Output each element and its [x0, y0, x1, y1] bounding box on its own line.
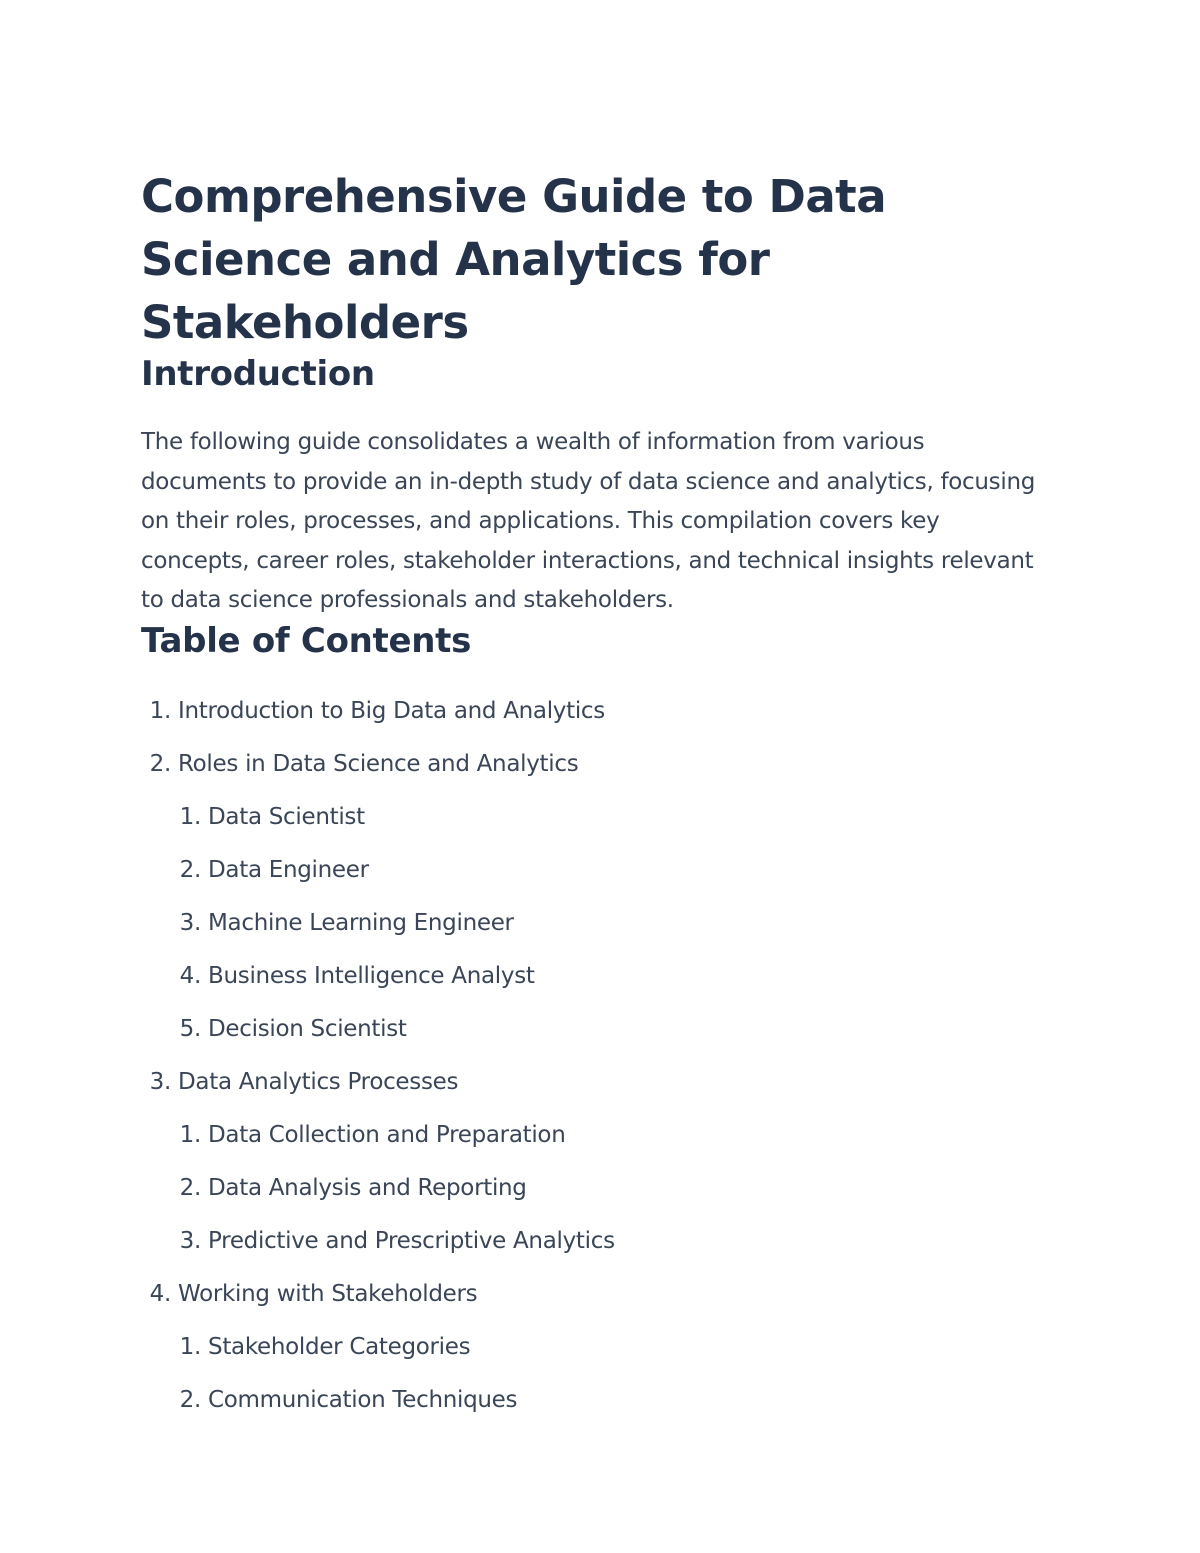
toc-item-number: 2.: [179, 1386, 201, 1413]
table-of-contents-list: [141, 685, 1061, 1427]
introduction-heading: Introduction: [141, 354, 375, 394]
toc-item-number: 4.: [179, 962, 201, 989]
toc-item-label: Machine Learning Engineer: [208, 909, 514, 936]
toc-item-label: Predictive and Prescriptive Analytics: [208, 1227, 615, 1254]
toc-subitem-communication: [141, 1374, 1061, 1427]
toc-item-number: 1.: [179, 1333, 201, 1360]
introduction-paragraph: The following guide consolidates a wealth of information from various documents to provide an in-depth study of data science and analytics, focusing on their roles, processes, and applications. This compilation covers key concepts, career roles, stakeholder interactions, and technical insights relevant to data science professionals and stakeholders.: [141, 429, 1036, 613]
toc-item-label: Data Analytics Processes: [178, 1068, 459, 1095]
table-of-contents-heading: Table of Contents: [141, 620, 472, 661]
toc-item-label: Decision Scientist: [208, 1015, 407, 1042]
toc-item-number: 2.: [179, 856, 201, 883]
toc-item-label: Stakeholder Categories: [208, 1333, 471, 1360]
toc-item-roles: [141, 738, 1061, 791]
document-page: [141, 165, 1061, 1427]
toc-item-label: Data Analysis and Reporting: [208, 1174, 527, 1201]
toc-item-label: Data Collection and Preparation: [208, 1121, 566, 1148]
document-title: Comprehensive Guide to Data Science and Analytics for Stakeholders: [141, 170, 887, 349]
toc-subitem-analysis: [141, 1162, 1061, 1215]
toc-item-number: 4.: [149, 1280, 171, 1307]
toc-item-label: Business Intelligence Analyst: [208, 962, 535, 989]
toc-item-label: Roles in Data Science and Analytics: [178, 750, 579, 777]
toc-subitem-categories: [141, 1321, 1061, 1374]
toc-subitem-predictive: [141, 1215, 1061, 1268]
toc-item-processes: [141, 1056, 1061, 1109]
toc-item-label: Data Engineer: [208, 856, 369, 883]
toc-item-number: 3.: [179, 909, 201, 936]
toc-item-number: 3.: [179, 1227, 201, 1254]
toc-subitem-decision-scientist: [141, 1003, 1061, 1056]
toc-item-number: 2.: [149, 750, 171, 777]
toc-item-stakeholders: [141, 1268, 1061, 1321]
toc-subitem-data-engineer: [141, 844, 1061, 897]
toc-item-number: 1.: [179, 1121, 201, 1148]
toc-item-label: Working with Stakeholders: [178, 1280, 478, 1307]
toc-item-number: 5.: [179, 1015, 201, 1042]
toc-item-label: Data Scientist: [208, 803, 365, 830]
toc-item-label: Introduction to Big Data and Analytics: [178, 697, 605, 724]
toc-subitem-collection: [141, 1109, 1061, 1162]
toc-item-label: Communication Techniques: [208, 1386, 518, 1413]
toc-item-number: 2.: [179, 1174, 201, 1201]
toc-item-big-data: [141, 685, 1061, 738]
toc-subitem-ml-engineer: [141, 897, 1061, 950]
toc-item-number: 1.: [179, 803, 201, 830]
toc-subitem-bi-analyst: [141, 950, 1061, 1003]
toc-item-number: 1.: [149, 697, 171, 724]
toc-item-number: 3.: [149, 1068, 171, 1095]
toc-subitem-data-scientist: [141, 791, 1061, 844]
